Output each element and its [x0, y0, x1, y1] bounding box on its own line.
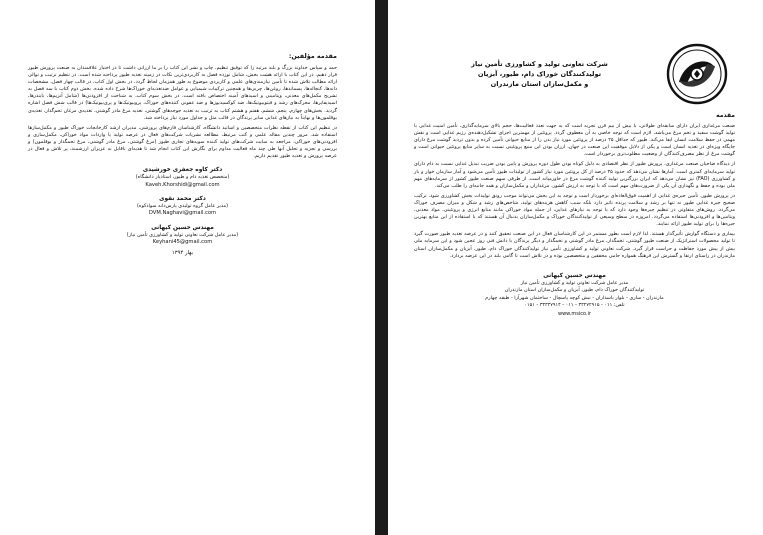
author-name: مهندس حسین کیهانی [151, 224, 214, 231]
org-title-line: تولیدکنندگان خوراک دام، طیور، آبزیان [477, 70, 602, 78]
preface-paragraph: در تنظیم این کتاب از نقطه نظرات متخصصین و اساتید دانشگاه، کارشناسان فارم‌های پرورشی، مدیران ارشد کارخانجات خوراک طیور و مکمل‌سازها استفاده شد. مرور چندین مقاله علمی و کتب مرتبط، مطالعه نشریات شرکت‌های فعال در عرصه تولید یا واردات مواد خوراکی، مکمل‌سازی و افزودنی‌های خوراکی، مراجعه به سایت شرکت‌های تولید کننده سویه‌های تجاری طیور (مرغ گوشتی، مرغ مادر گوشتی، مرغ تخمگذار و بوقلمون) و بررسی و تجزیه و تحلیل آنها طی چند ماه فعالیت مداوم برای نگارش این کتاب انجام شد تا هدیه‌ای ناقابل به عزیزان ارزشمند، پر تلاش و فعال در عرصه پرورش و تغذیه طیور تقدیم داریم. [28, 124, 337, 160]
org-title-line: و مکمل‌سازان استان مازندران [490, 80, 589, 88]
author-name: دکتر محمد نقوی [159, 196, 206, 203]
intro-paragraph: صنعت مرغداری ایران دارای سابقه‌ای طولانی، با بیش از نیم قرن تجربه است که به جهت تعدد فعالیت‌ها، حجم بالای سرمایه‌گذاری، تأمین امنیت غذایی با تولید گوشت سفید و تخم مرغ می‌باشد، لازم است که توجه خاصی به آن معطوف گردد. پروتئین از مهمترین اجزای تشکیل‌دهنده‌ی رژیم غذایی است و نقش مهمی در حفظ سلامت انسان ایفا می‌کند. طیور که حداقل ۲۵ درصد از پروتئین مورد نیاز بدن را از منابع حیوانی تأمین کرده و بدون تردید گوشت مرغ دارای جایگاه ویژه‌ای در تغذیه انسان است و یکی از دلایل موفقیت این صنعت در جهان، ارزان بودن این منبع پروتئینی نسبت به سایر منابع پروتئین حیوانی است و گوشت مرغ از نظر مصرف‌کنندگان از وضعیت مطلوب‌تری برخوردار است. [414, 123, 735, 158]
introduction-heading: مقدمه [716, 112, 735, 119]
authors-preface-heading: مقدمه مؤلفین: [288, 52, 337, 60]
preface-date: بهار ۱۳۹۴ [171, 249, 194, 256]
author-title: (مدیر عامل شرکت تعاونی تولید و کشاورزی تأمین نیاز) [126, 231, 239, 238]
ceo-title: مدیر عامل شرکت تعاونی تولید و کشاورزی تأمین نیاز [520, 279, 629, 286]
org-header [414, 42, 735, 106]
org-title [414, 59, 665, 89]
org-website: www.msico.ir [557, 311, 592, 318]
intro-paragraph: بیماری و دستگاه گوارش تأثیرگذار هستند. لذا لازم است بطور مستمر در این کارشناسان فعال در این صنعت تحقیق کنند و در عرصه تغذیه طیور صورت گیرد تا تولید محصولات استراتژیک از صنعت طیور گوشتی، تخمگذار، مرغ مادر گوشتی و تخمگذار و دیگر پرندگان با دانش فنی روز عجین شود و این سرمایه ملی بیش از پیش مورد حفاظت و حراست قرار گیرد. شرکت تعاونی تولید و کشاورزی تأمین نیاز تولیدکنندگان خوراک دام، طیور، آبزیان و مکمل‌سازان استان مازندران در راستای ارتقا و گسترش این فرهنگ همواره حامی محققین و متخصصین بوده و در تلاش است تا گامی بلند در این عرصه بردارد. [414, 231, 735, 259]
org-phone: تلفن: ۰۱۱ - ۳۳۲۷۲۹۱۵ - ۰۱۱ - ۳۳۳۴۷۹۱۴ - ۰۱۵۱ [524, 302, 625, 309]
preface-paragraph: حمد و سپاس خداوند بزرگ و بلند مرتبه را که توفیق تنظیم، چاپ و نشر این کتاب را بر ما ارزانی داشت تا در اختیار علاقمندان به صنعت پرورش طیور قرار دهیم. در این کتاب با ارائه هشت بخش، شامل نوزده فصل به کاربردی‌ترین نکات در زمینه تغذیه طیور پرداخته شده است. در تنظیم ترتیب و توالی ارائه مطالب تلاش شده تا تأمین نیازمندی‌های علمی و کاربردی موضوع به طور همزمان لحاظ گردد. در بخش اول کتاب، در قالب چهار فصل، مشخصات دانه‌ها، کنجاله‌ها، پسماندها، روغن‌ها، چربی‌ها و همچنین ترکیبات شیمیایی و عوامل ضدتغذیه‌ای خوراک‌ها شرح داده شده. بخش دوم کتاب با سه فصل به تشریح مکمل‌های معدنی، ویتامینی و اسیدهای آمینه اختصاص یافته است. در بخش سوم کتاب، به شناخت از افزودنی‌ها (شامل آنزیم‌ها، بایندرها، اسیدیفایرها، محرک‌های رشد و فیتوبیوتیک‌ها، ضد کوکسیدیوزها و ضد عفونی کننده‌های خوراک، پروبیوتیک‌ها و پری‌بیوتیک‌ها) در قالب شش فصل اشاره گردید. بخش‌های چهارم، پنجم، ششم، هفتم و هشتم کتاب به ترتیب به تغذیه جوجه‌های گوشتی، تغذیه مرغ مادر گوشتی، تغذیه‌ی مرغان تخم‌گذار، تغذیه‌ی بوقلمون‌ها و نهایتاً به نیازهای غذایی سایر پرندگان در قالب مثل و جداول مورد نیاز پرداخته شد. [28, 65, 337, 121]
intro-paragraph: در پرورش طیور، تأمین جیره‌ی غذایی از اهمیت فوق‌العاده‌ای برخوردار است و توجه به این بخش می‌تواند موجب رونق تولیدات بخش کشاورزی شود. ترکیب صحیح جیره غذایی طیور نه تنها بر رشد و سلامت پرنده تاثیر دارد بلکه سبب کاهش هزینه‌های تولید، شاخص‌های رشد و شکل و میزان مصرف خوراک می‌گردد. روش‌های متفاوتی در تنظیم جیره‌ها وجود دارد که با توجه به نیازهای غذایی، از جمله مواد خوراکی مانند منابع انرژی و پروتئینی، مواد معدنی، ویتامین‌ها و افزودنی‌ها استفاده می‌گردد. امروزه در سطح وسیعی از تولیدکنندگان خوراک و مکمل‌سازان بدنبال آن هستند که با استفاده از این منابع بهترین جیره‌ها را برای تولید طیور ارائه نمایند. [414, 192, 735, 228]
org-title-line: شرکت تعاونی تولید و کشاورزی تأمین نیاز [471, 60, 608, 68]
org-address: مازندران - ساری - بلوار پاسداران - نبش کوچه پاسچال - ساختمان شهرآرا - طبقه چهارم [485, 294, 664, 301]
signature-block [28, 166, 337, 256]
author-title: (مدیر عامل گروه تولیدی پارس‌دانه سوادکوه) [136, 203, 229, 210]
author-email: Kaveh.Khorshidi@gmail.com [145, 181, 220, 188]
page-gutter [375, 0, 388, 535]
right-page [388, 0, 763, 535]
author-name: دکتر کاوه جعفری خورشیدی [142, 167, 223, 174]
author-email: Keyhani45@gmail.com [152, 239, 213, 246]
intro-paragraph: از دیدگاه صاحبان صنعت مرغداری، پرورش طیور از نظر اقتصادی به دلیل کوتاه بودن طول دوره پرورش و پایین بودن ضریب تبدیل غذایی نسبت به دام دارای تولید سرمایه‌ای کمتری است. آمارها نشان می‌دهد که حدود ۳۵ درصد از کل پروتئین مورد نیاز کشور از تولیدات طیور تأمین می‌شود و آمار سازمان خوار و بار و کشاورزی (FAO) نیز نشان می‌دهد که ایران بزرگترین تولید کننده گوشت مرغ در خاورمیانه است. از طرفی سهم صنعت طیور کشور از سرمایه‌های مهم ملی بوده و حفظ و نگهداری آن یکی از ضرورت‌های مهم است که با توجه به ارزش کشور، مرغداران و مکمل‌سازان و همه جانبه‌ای را طلب می‌کند. [414, 161, 735, 189]
author-email: DVM.Naghavi@gmail.com [148, 210, 217, 217]
left-page [0, 0, 375, 535]
author-title: (متخصص تغذیه دام و طیور، استادیار دانشگاه) [135, 174, 230, 181]
org-full-name: تولیدکنندگان خوراک دام، طیور، آبزیان و مکمل‌سازان استان مازندران [504, 287, 645, 294]
cooperative-logo-icon [665, 42, 729, 106]
ceo-name: مهندس حسین کیهانی [543, 272, 606, 279]
org-signature-block [414, 272, 735, 318]
